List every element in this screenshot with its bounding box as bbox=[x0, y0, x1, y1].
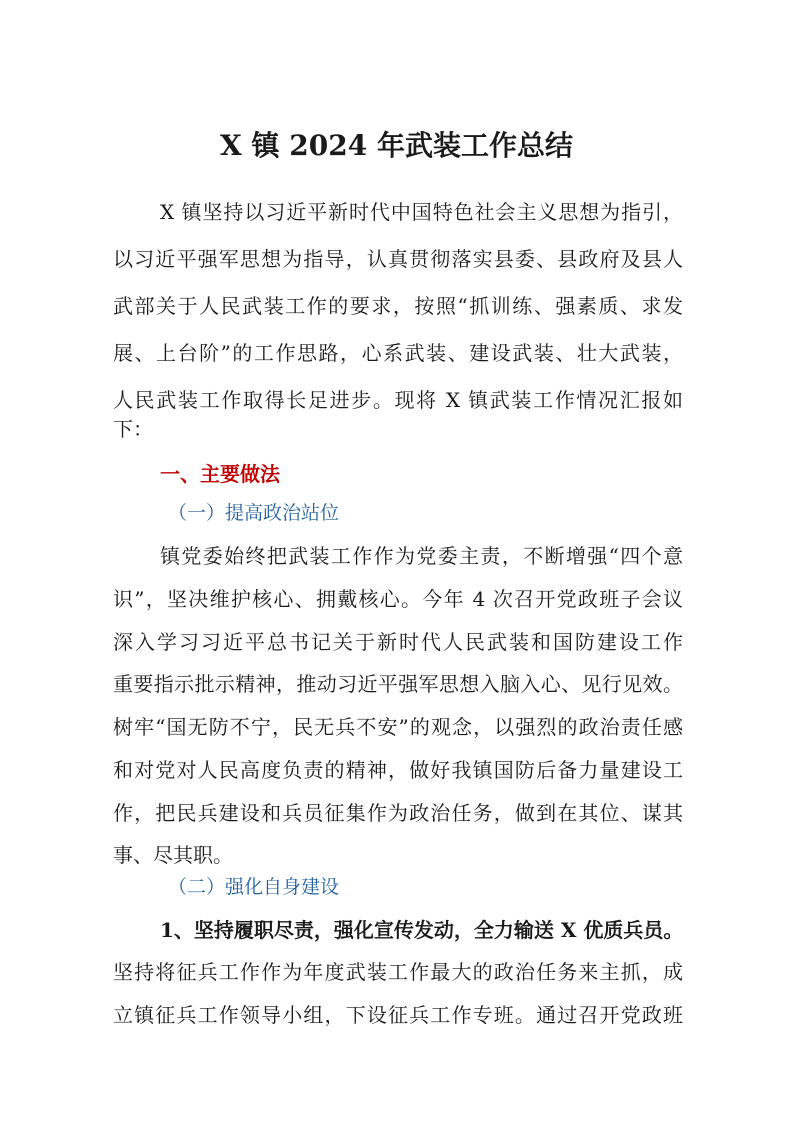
body-line: 重要指示批示精神，推动习近平强军思想入脑入心、见行见效。 bbox=[113, 672, 683, 696]
point-heading: 1、坚持履职尽责，强化宣传发动，全力输送 X 优质兵员。 bbox=[160, 918, 683, 942]
body-line: 作，把民兵建设和兵员征集作为政治任务，做到在其位、谋其 bbox=[113, 801, 683, 825]
body-line: 立镇征兵工作领导小组，下设征兵工作专班。通过召开党政班 bbox=[113, 1003, 683, 1027]
body-line: 事、尽其职。 bbox=[113, 843, 233, 867]
body-line: 识”，坚决维护核心、拥戴核心。今年 4 次召开党政班子会议 bbox=[113, 587, 683, 611]
intro-line: X 镇坚持以习近平新时代中国特色社会主义思想为指引， bbox=[160, 200, 683, 224]
subsection-heading: （二）强化自身建设 bbox=[168, 876, 340, 898]
body-line: 树牢“国无防不宁，民无兵不安”的观念，以强烈的政治责任感 bbox=[113, 715, 683, 739]
intro-line: 人民武装工作取得长足进步。现将 X 镇武装工作情况汇报如 bbox=[113, 388, 683, 412]
document-title: X 镇 2024 年武装工作总结 bbox=[220, 129, 573, 162]
section-heading: 一、主要做法 bbox=[160, 462, 280, 486]
body-line: 和对党对人民高度负责的精神，做好我镇国防后备力量建设工 bbox=[113, 758, 683, 782]
body-line: 坚持将征兵工作作为年度武装工作最大的政治任务来主抓，成 bbox=[113, 960, 683, 984]
body-line: 深入学习习近平总书记关于新时代人民武装和国防建设工作 bbox=[113, 630, 683, 654]
subsection-heading: （一）提高政治站位 bbox=[168, 502, 340, 524]
intro-line: 武部关于人民武装工作的要求，按照“抓训练、强素质、求发 bbox=[113, 294, 683, 318]
intro-line: 以习近平强军思想为指导，认真贯彻落实县委、县政府及县人 bbox=[113, 247, 683, 271]
intro-line: 展、上台阶”的工作思路，心系武装、建设武装、壮大武装， bbox=[113, 341, 683, 365]
body-line: 镇党委始终把武装工作作为党委主责，不断增强“四个意 bbox=[160, 544, 683, 568]
intro-line: 下： bbox=[113, 417, 153, 441]
